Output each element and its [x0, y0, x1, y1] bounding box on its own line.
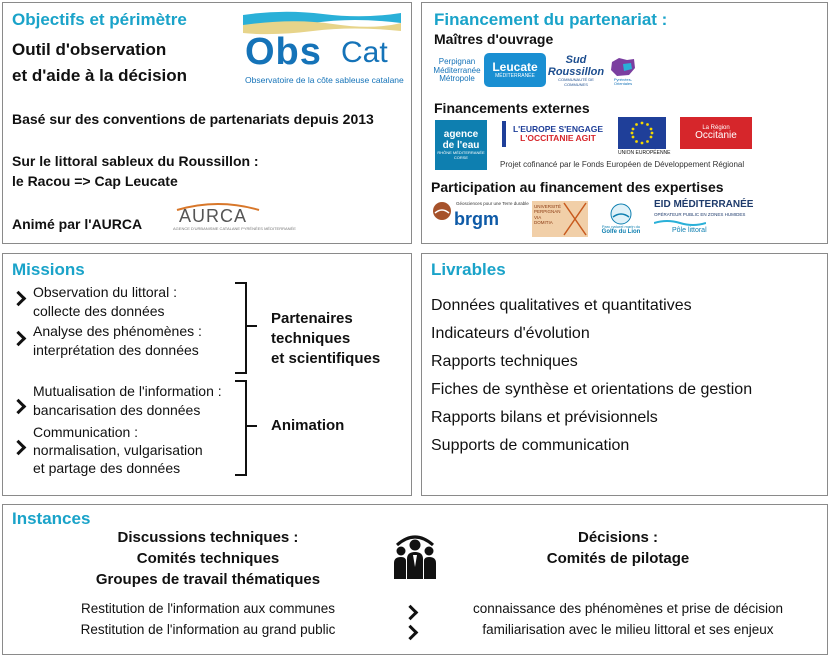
objectifs-title-line1: Outil d'observation: [12, 40, 167, 59]
objectifs-anime: Animé par l'AURCA: [12, 216, 143, 232]
group-partenaires-line2: techniques: [271, 330, 351, 347]
obscat-obs: Obs: [245, 31, 322, 73]
logo-europe-occitanie: L'EUROPE S'ENGAGE L'OCCITANIE AGIT: [502, 121, 610, 147]
logo-golfe-lion: Parc naturel marin du Golfe du Lion: [596, 199, 646, 239]
eu-flag-icon: [618, 117, 666, 149]
mission-item-4-line3: et partage des données: [33, 460, 181, 476]
brgm-circle-icon: [432, 201, 452, 221]
financement-maitres: Maîtres d'ouvrage: [434, 31, 554, 47]
livrable-item-5: Rapports bilans et prévisionnels: [431, 409, 658, 426]
logo-brgm: Géosciences pour une Terre durable brgm: [432, 199, 522, 237]
livrable-item-1: Données qualitatives et quantitatives: [431, 297, 692, 314]
department-map-icon: [609, 56, 637, 78]
financement-externes: Financements externes: [434, 100, 590, 116]
group-partenaires-line1: Partenaires: [271, 310, 353, 327]
livrable-item-3: Rapports techniques: [431, 353, 578, 370]
missions-panel: [2, 253, 412, 496]
financement-panel: [421, 2, 828, 244]
instances-right-line1: Décisions :: [577, 529, 659, 546]
financement-heading: Financement du partenariat :: [434, 10, 668, 29]
eid-wave-icon: [654, 219, 706, 227]
obscat-tagline: Observatoire de la côte sableuse catalane: [245, 75, 404, 85]
logo-union-europeenne: [618, 117, 671, 157]
restitution-communes: Restitution de l'information aux communes: [81, 601, 335, 616]
logo-agence-eau: agence de l'eau RHÔNE MÉDITERRANÉE CORSE: [435, 120, 487, 170]
instances-right-line2: Comités de pilotage: [546, 550, 690, 567]
chevron-right-icon: [11, 440, 27, 456]
bracket-tip-partenaires: [247, 325, 257, 327]
golfe-circle-icon: [608, 203, 634, 225]
mission-item-1-line2: collecte des données: [33, 303, 165, 319]
people-group-icon: [389, 531, 441, 581]
mission-item-4-line2: normalisation, vulgarisation: [33, 442, 203, 458]
group-animation: Animation: [271, 417, 345, 434]
familiarisation-milieu: familiarisation avec le milieu littoral et ses enjeux: [482, 622, 774, 637]
chevron-right-icon: [11, 291, 27, 307]
missions-heading: Missions: [12, 260, 85, 279]
livrable-item-2: Indicateurs d'évolution: [431, 325, 590, 342]
mission-item-1-line1: Observation du littoral :: [33, 284, 177, 300]
restitution-grand-public: Restitution de l'information au grand public: [80, 622, 336, 637]
mission-item-3-line1: Mutualisation de l'information :: [33, 383, 222, 399]
union-label: UNION EUROPÉENNE: [618, 150, 671, 156]
mission-item-3-line2: bancarisation des données: [33, 402, 201, 418]
logo-leucate: Leucate MÉDITERRANÉE: [484, 53, 546, 87]
objectifs-conventions: Basé sur des conventions de partenariats depuis 2013: [12, 111, 374, 127]
instances-left-block: [43, 527, 373, 590]
objectifs-heading: Objectifs et périmètre: [12, 10, 187, 29]
instances-heading: Instances: [12, 509, 91, 528]
bracket-tip-animation: [247, 425, 257, 427]
obscat-cat: Cat: [341, 36, 388, 69]
chevron-right-icon: [11, 331, 27, 347]
instances-left-line1: Discussions techniques :: [117, 529, 299, 546]
livrable-item-6: Supports de communication: [431, 437, 630, 454]
financement-participation: Participation au financement des expertises: [431, 179, 724, 195]
livrables-heading: Livrables: [431, 260, 506, 279]
feder-note: Projet cofinancé par le Fonds Européen de Développement Régional: [500, 160, 745, 169]
mission-item-2-line1: Analyse des phénomènes :: [33, 323, 202, 339]
logo-sud-roussillon: Sud Roussillon COMMUNAUTÉ DE COMMUNES: [548, 54, 604, 87]
aurca-name: AURCA: [179, 206, 248, 226]
logo-perpignan: Perpignan Méditerranée Métropole: [433, 57, 481, 84]
logo-region-occitanie: La Région Occitanie: [680, 117, 752, 149]
instances-left-line3: Groupes de travail thématiques: [95, 571, 321, 588]
group-partenaires-line3: et scientifiques: [271, 350, 381, 367]
logo-upvd: UNIVERSITÉ PERPIGNAN VIA DOMITIA: [532, 201, 588, 237]
bracket-partenaires: [235, 282, 247, 374]
objectifs-panel: [2, 2, 412, 244]
objectifs-littoral-line1: Sur le littoral sableux du Roussillon :: [12, 153, 259, 169]
mission-item-4-line1: Communication :: [33, 424, 139, 440]
obscat-logo: [243, 9, 403, 87]
aurca-sub: AGENCE D'URBANISME CATALANE PYRÉNÉES MÉDITERRANÉE: [173, 226, 296, 231]
mission-item-2-line2: interprétation des données: [33, 342, 199, 358]
chevron-right-icon: [11, 399, 27, 415]
instances-right-block: [483, 527, 753, 569]
connaissance-phenomenes: connaissance des phénomènes et prise de décision: [473, 601, 783, 616]
instances-left-line2: Comités techniques: [136, 550, 280, 567]
livrable-item-4: Fiches de synthèse et orientations de gestion: [431, 381, 753, 398]
bracket-animation: [235, 380, 247, 476]
logo-pyrenees-orientales: Pyrénées-Orientales: [606, 51, 640, 91]
objectifs-littoral-line2: le Racou => Cap Leucate: [12, 173, 178, 189]
livrables-panel: [421, 253, 828, 496]
instances-panel: [2, 504, 828, 655]
aurca-logo: [173, 201, 296, 233]
logo-eid: EID MÉDITERRANÉE OPÉRATEUR PUBLIC EN ZONES HUMIDES Pôle littoral: [654, 199, 754, 234]
objectifs-title-line2: et d'aide à la décision: [12, 66, 188, 85]
